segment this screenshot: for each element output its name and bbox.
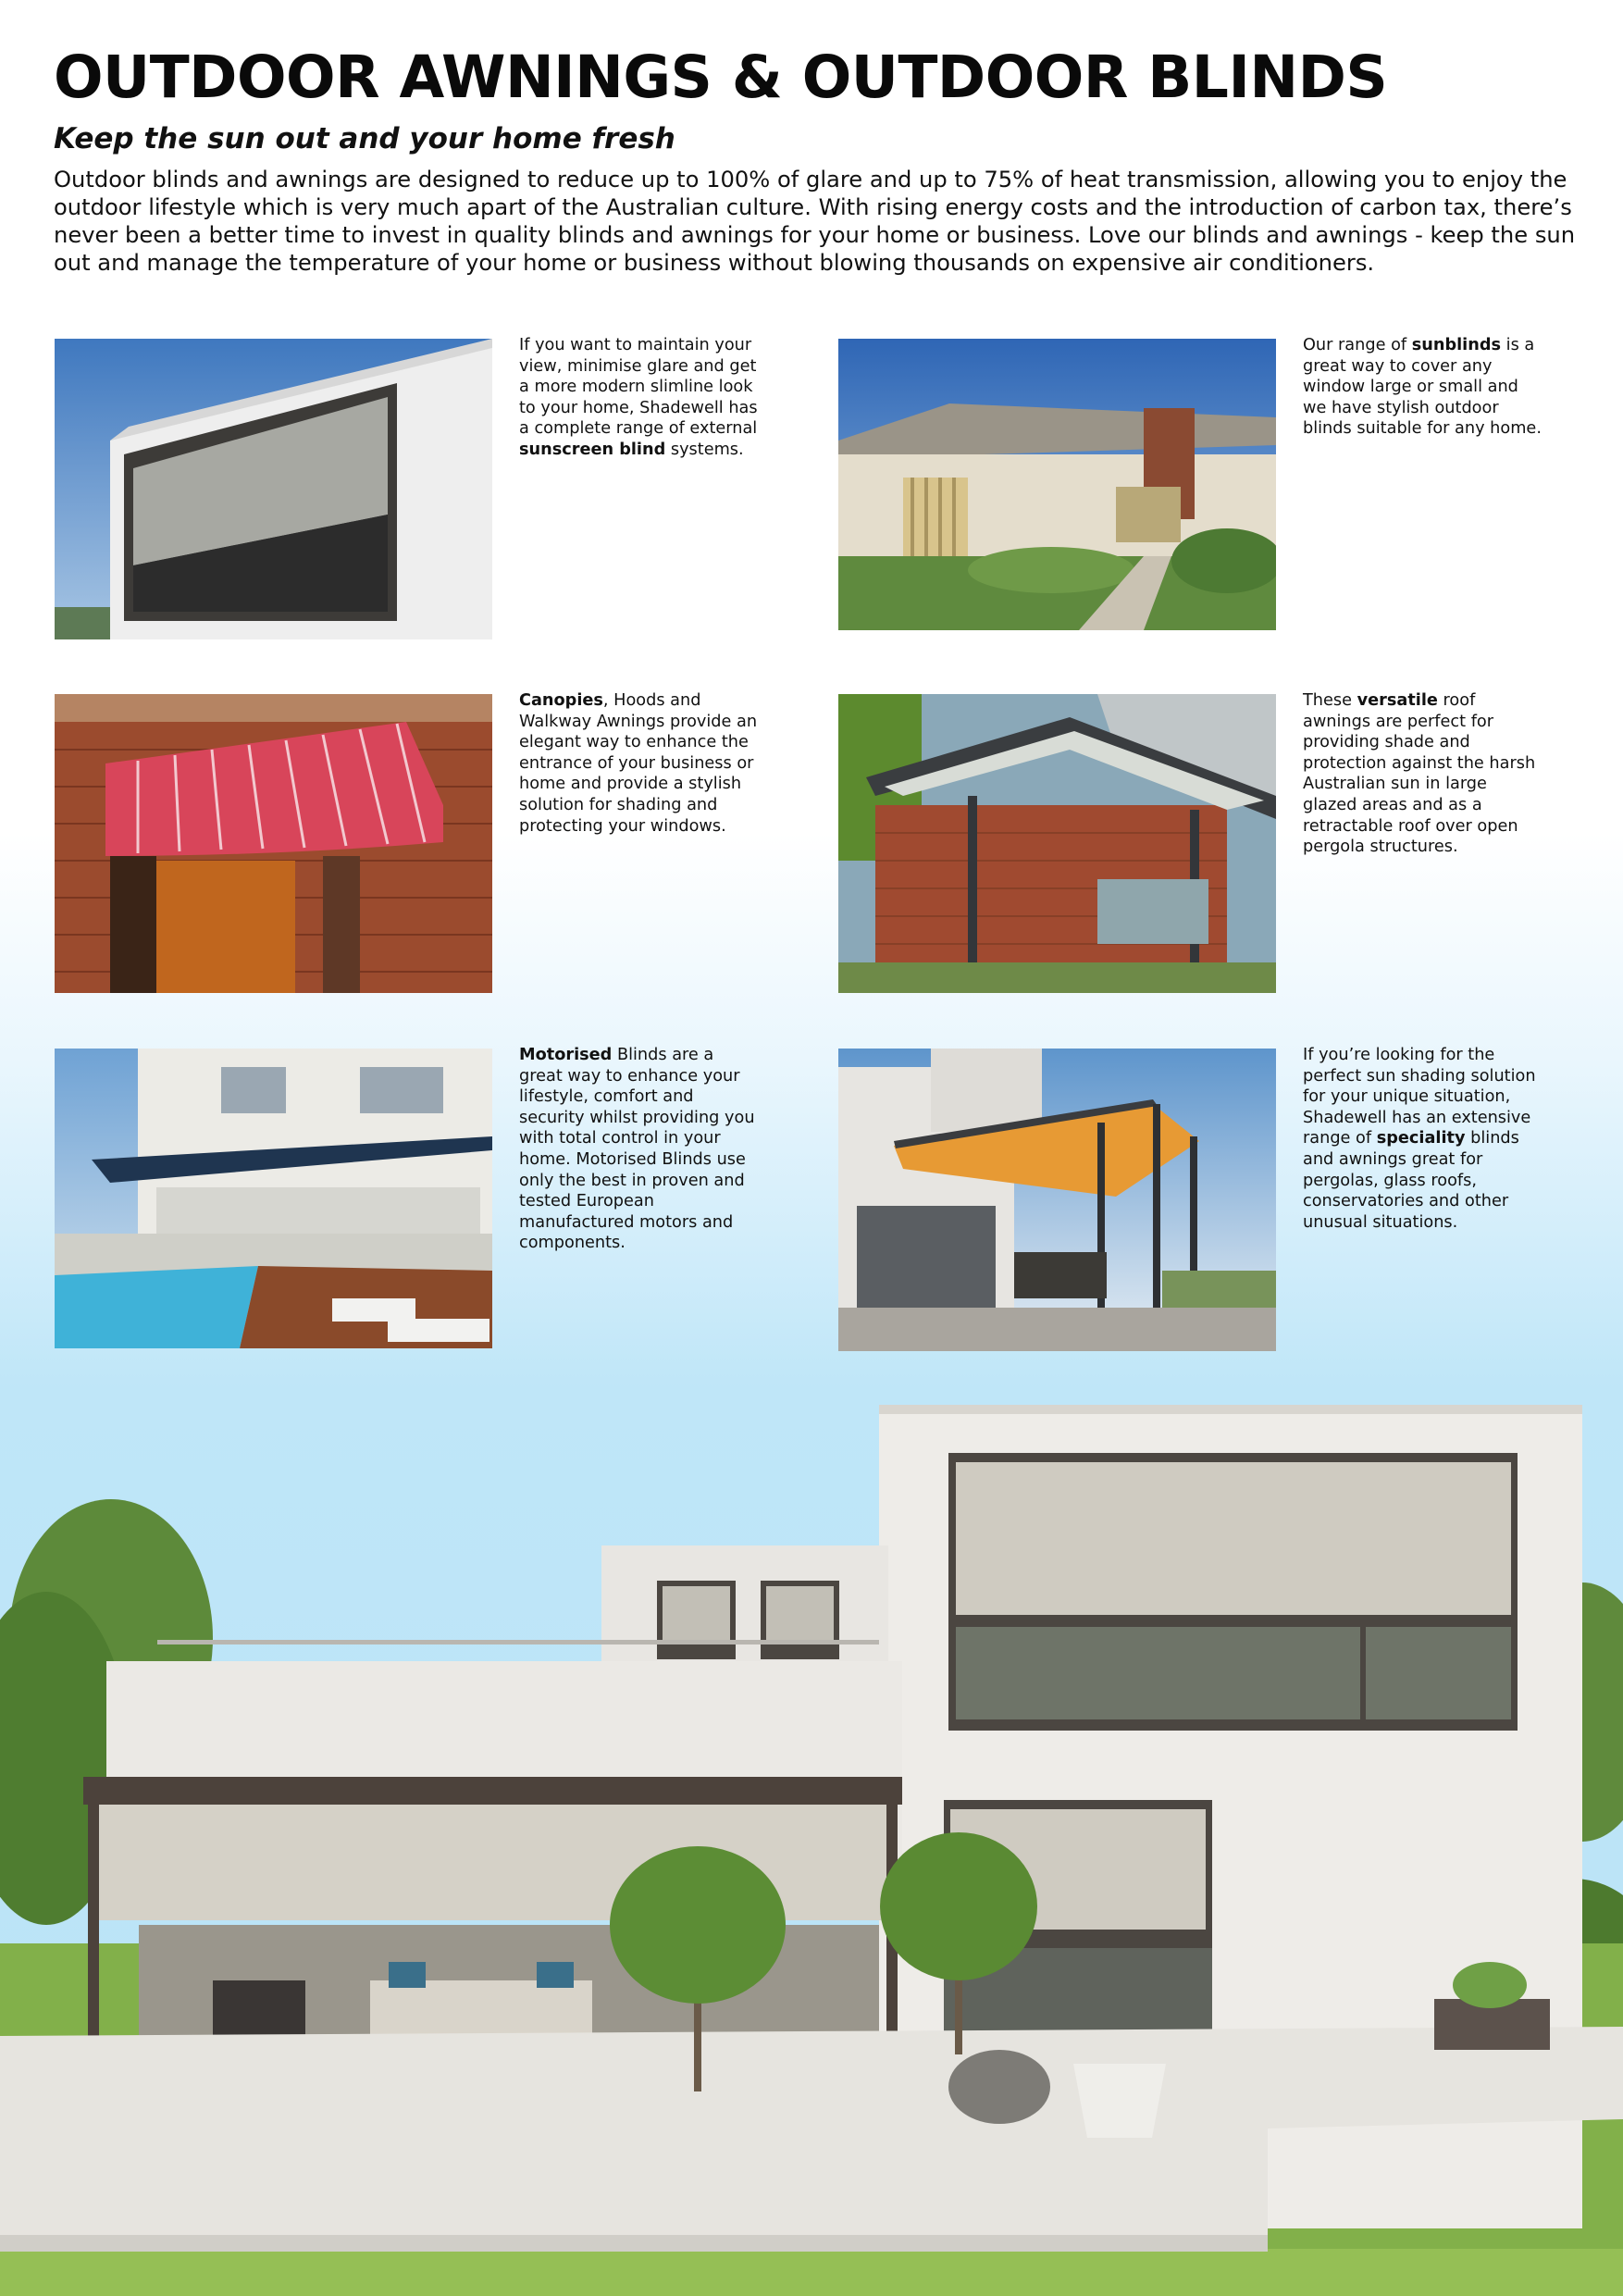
sunblinds-photo [838, 339, 1276, 630]
motorised-awning-photo [55, 1049, 492, 1348]
canopies-keyword: Canopies [519, 691, 603, 710]
roof-awning-photo [838, 694, 1276, 993]
page-title: OUTDOOR AWNINGS & OUTDOOR BLINDS [54, 43, 1388, 111]
speciality-caption: If you’re looking for the perfect sun shading solution for your unique situation, Shadewell has an extensive range of speciality blinds and awnings great for pergolas, glass roofs, conservatories and other unusual situations. [1303, 1046, 1536, 1232]
sunblinds-caption: Our range of sunblinds is a great way to cover any window large or small and we have stylish outdoor blinds suitable for any home. [1303, 336, 1542, 439]
sunscreen-caption: If you want to maintain your view, minimise glare and get a more modern slimline look to your home, Shadewell has a complete range of external sunscreen blind systems. [519, 336, 758, 459]
sunscreen-blind-photo [55, 339, 492, 639]
versatile-keyword: versatile [1357, 691, 1438, 710]
motorised-keyword: Motorised [519, 1046, 613, 1064]
speciality-blinds-photo [838, 1049, 1276, 1351]
canopy-awning-photo [55, 694, 492, 993]
motorised-caption: Motorised Blinds are a great way to enhance your lifestyle, comfort and security whilst providing you with total control in your home. Motorised Blinds use only the best in proven and tested European manufactured motors and components. [519, 1046, 755, 1253]
versatile-caption: These versatile roof awnings are perfect for providing shade and protection against the harsh Australian sun in large glazed areas and as a retractable roof over open pergola structures. [1303, 691, 1536, 857]
hero-house-photo [0, 1388, 1623, 2296]
page-subtitle: Keep the sun out and your home fresh [54, 122, 675, 155]
speciality-keyword: speciality [1376, 1129, 1466, 1148]
intro-paragraph: Outdoor blinds and awnings are designed to reduce up to 100% of glare and up to 75% of heat transmission, allowing you to enjoy the outdoor lifestyle which is very much apart of the Australian culture. With rising energy costs and the introduction of carbon tax, there’s never been a better time to invest in quality blinds and awnings for your home or business. Love our blinds and awnings - keep the sun out and manage the temperature of your home or business without blowing thousands on expensive air conditioners. [54, 167, 1576, 276]
canopies-caption: Canopies, Hoods and Walkway Awnings provide an elegant way to enhance the entrance of your business or home and provide a stylish solution for shading and protecting your windows. [519, 691, 758, 836]
sunscreen-keyword: sunscreen blind [519, 440, 666, 459]
sunblinds-keyword: sunblinds [1411, 336, 1502, 354]
